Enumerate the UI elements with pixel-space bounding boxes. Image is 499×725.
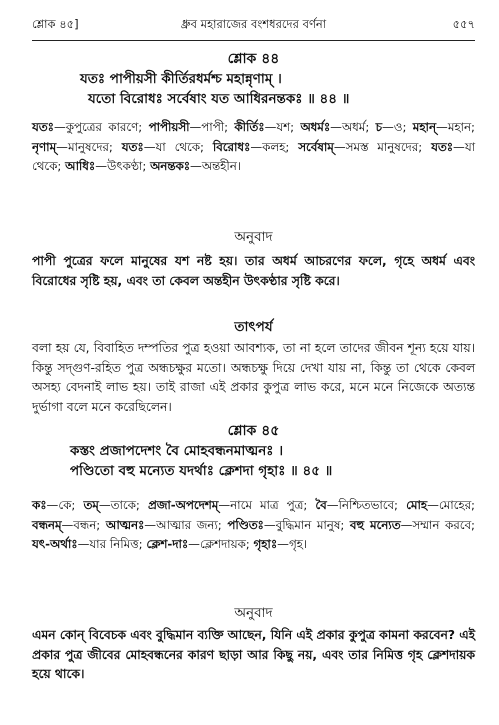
synonym-dash: — bbox=[264, 120, 277, 134]
synonym-dash: — bbox=[98, 498, 111, 512]
verse-45-block bbox=[32, 422, 475, 481]
synonym-term: সর্বেষাম্ bbox=[298, 139, 334, 154]
synonym-meaning: সমস্ত মানুষদের; bbox=[345, 139, 423, 154]
synonym-meaning: কলহ; bbox=[262, 139, 290, 154]
verse-44-title: শ্লোক ৪৪ bbox=[227, 51, 280, 67]
verse-45-line-1: কস্তং প্রজাপদেশং বৈ মোহবন্ধনমাত্মনঃ । bbox=[70, 443, 284, 459]
verse-45-line-2: পণ্ডিতো বহু মন্যেত যদর্থাঃ ক্লেশদা গৃহাঃ ॥ ৪৫ ॥ bbox=[70, 463, 333, 479]
synonym-term: মোহ bbox=[406, 498, 428, 512]
synonym-term: নৃণাম্ bbox=[32, 139, 57, 154]
verse-44-purport-block bbox=[32, 318, 475, 417]
synonym-dash: — bbox=[190, 159, 202, 173]
synonym-meaning: বুদ্ধিমান মানুষ; bbox=[275, 517, 345, 532]
synonym-dash: — bbox=[277, 537, 289, 551]
synonym-dash: — bbox=[218, 498, 231, 512]
synonym-dash: — bbox=[77, 537, 90, 551]
translation-heading: অনুবাদ bbox=[234, 605, 273, 621]
verse-45-translation-block bbox=[32, 604, 475, 685]
synonym-meaning: মহান; bbox=[447, 120, 475, 134]
synonym-dash: — bbox=[263, 517, 276, 532]
synonym-meaning: কে; bbox=[58, 498, 76, 512]
synonym-term: আত্মনঃ bbox=[105, 517, 145, 532]
synonym-term: তম্ bbox=[83, 498, 99, 512]
header-verse-ref: শ্লোক ৪৫] bbox=[32, 17, 79, 31]
synonym-term: বৈ bbox=[315, 498, 327, 512]
verse-44-line-2: যতো বিরোধঃ সর্বেষাং যত আধিরনন্তকঃ ॥ ৪৪ ॥ bbox=[88, 91, 350, 107]
synonym-term: অধর্মঃ bbox=[300, 120, 331, 134]
synonym-meaning: যা থেকে; bbox=[32, 139, 476, 173]
synonym-term: বিরোধঃ bbox=[212, 139, 251, 154]
synonym-term: বন্ধনম্ bbox=[32, 517, 62, 532]
synonym-term: যৎ-অর্থাঃ bbox=[32, 537, 78, 551]
synonym-dash: — bbox=[189, 120, 202, 134]
verse-44-line-1: যতঃ পাপীয়সী কীর্তিরধর্মশ্চ মহান্নৃণাম্ । bbox=[80, 71, 282, 87]
synonym-dash: — bbox=[188, 537, 200, 551]
synonym-meaning: নামে মাত্র পুত্র; bbox=[230, 498, 308, 512]
synonym-dash: — bbox=[330, 120, 342, 134]
synonym-term: পাপীয়সী bbox=[148, 120, 190, 134]
translation-text: এমন কোন্ বিবেচক এবং বুদ্ধিমান ব্যক্তি আছেন, যিনি এই প্রকার কুপুত্র কামনা করবেন? এই প্রকার পুত্র জীবের মোহবন্ধনের কারণ ছাড়া আর কিছু নয়, এবং তার নিমিত্ত গৃহ ক্লেশদায়ক হয়ে থাকে। bbox=[32, 628, 475, 681]
synonym-term: প্রজা-অপদেশম্ bbox=[147, 498, 219, 512]
translation-heading: অনুবাদ bbox=[234, 229, 273, 245]
synonym-dash: — bbox=[427, 498, 439, 512]
synonym-term: ক্লেশ-দাঃ bbox=[146, 537, 189, 551]
translation-text: পাপী পুত্রের ফলে মানুষের যশ নষ্ট হয়। তার অধর্ম আচরণের ফলে, গৃহে অধর্ম এবং বিরোধের সৃষ্টি হয়, এবং তা কেবল অন্তহীন উৎকণ্ঠার সৃষ্টি করে। bbox=[32, 254, 475, 288]
synonym-meaning: অধর্ম; bbox=[341, 120, 370, 134]
synonym-meaning: গৃহ। bbox=[288, 537, 308, 551]
synonym-term: অনন্তকঃ bbox=[150, 159, 191, 173]
synonym-dash: — bbox=[250, 139, 263, 154]
synonym-meaning: নিশ্চিতভাবে; bbox=[338, 498, 399, 512]
header-rule bbox=[32, 40, 475, 41]
synonym-meaning: যশ; bbox=[276, 120, 295, 134]
synonym-meaning: মানুষদের; bbox=[67, 139, 113, 154]
synonym-term: আধিঃ bbox=[65, 159, 96, 173]
synonym-meaning: যা থেকে; bbox=[155, 139, 204, 154]
synonym-dash: — bbox=[400, 517, 413, 532]
synonym-dash: — bbox=[46, 498, 59, 512]
synonym-dash: — bbox=[143, 139, 156, 154]
synonym-term: চ bbox=[375, 120, 382, 134]
synonym-meaning: তাকে; bbox=[110, 498, 140, 512]
synonym-meaning: ক্লেশদায়ক; bbox=[199, 537, 250, 551]
synonym-meaning: বন্ধন; bbox=[73, 517, 101, 532]
page-header bbox=[32, 16, 475, 34]
verse-45-title: শ্লোক ৪৫ bbox=[227, 423, 280, 439]
synonym-meaning: যার নিমিত্ত; bbox=[89, 537, 143, 551]
synonym-dash: — bbox=[61, 517, 74, 532]
synonym-term: বহু মন্যেত bbox=[349, 517, 401, 532]
synonym-dash: — bbox=[95, 159, 107, 173]
synonym-term: কীর্তিঃ bbox=[234, 120, 265, 134]
synonym-dash: — bbox=[326, 498, 339, 512]
header-chapter-title: ধ্রুব মহারাজের বংশধরদের বর্ণনা bbox=[180, 17, 327, 31]
synonym-meaning: আত্মার জন্য; bbox=[156, 517, 222, 532]
synonym-term: যতঃ bbox=[32, 120, 54, 134]
synonym-dash: — bbox=[382, 120, 394, 134]
synonym-dash: — bbox=[436, 120, 448, 134]
synonym-meaning: মোহের; bbox=[438, 498, 476, 512]
synonym-meaning: পাপী; bbox=[201, 120, 229, 134]
synonym-term: কঃ bbox=[32, 498, 47, 512]
verse-44-translation-block bbox=[32, 228, 475, 291]
header-page-number: ৫৫৭ bbox=[452, 17, 475, 31]
purport-text: বলা হয় যে, বিবাহিত দম্পতির পুত্র হওয়া আবশ্যক, তা না হলে তাদের জীবন শূন্য হয়ে যায়। কিন্তু সদ্গুণ-রহিত পুত্র অন্ধচক্ষুর মতো। অন্ধচক্ষু দিয়ে দেখা যায় না, কিন্তু তা থেকে কেবল অসহ্য বেদনাই লাভ হয়। তাই রাজা এই প্রকার কুপুত্র লাভ করে, মনে মনে নিজেকে অত্যন্ত দুর্ভাগা বলে মনে করেছিলেন। bbox=[32, 341, 475, 414]
verse-44-block bbox=[32, 50, 475, 109]
synonym-dash: — bbox=[53, 120, 66, 134]
purport-heading: তাৎপর্য bbox=[234, 319, 273, 335]
synonym-dash: — bbox=[56, 139, 68, 154]
synonym-meaning: কুপুত্রের কারণে; bbox=[65, 120, 143, 134]
synonym-dash: — bbox=[453, 139, 465, 154]
synonym-meaning: উৎকণ্ঠা; bbox=[107, 159, 147, 173]
synonym-term: যতঃ bbox=[431, 139, 454, 154]
synonym-meaning: অন্তহীন। bbox=[201, 159, 241, 173]
synonym-term: মহান্ bbox=[412, 120, 437, 134]
synonyms-paragraph bbox=[32, 496, 475, 555]
synonym-term: পণ্ডিতঃ bbox=[227, 517, 264, 532]
synonyms-paragraph bbox=[32, 118, 475, 177]
verse-45-synonyms bbox=[32, 496, 475, 555]
synonym-meaning: সম্মান করবে; bbox=[412, 517, 476, 532]
verse-44-synonyms bbox=[32, 118, 475, 177]
synonym-dash: — bbox=[333, 139, 346, 154]
synonym-term: যতঃ bbox=[121, 139, 144, 154]
synonym-term: গৃহাঃ bbox=[253, 537, 278, 551]
synonym-meaning: ও; bbox=[393, 120, 407, 134]
synonym-dash: — bbox=[144, 517, 157, 532]
